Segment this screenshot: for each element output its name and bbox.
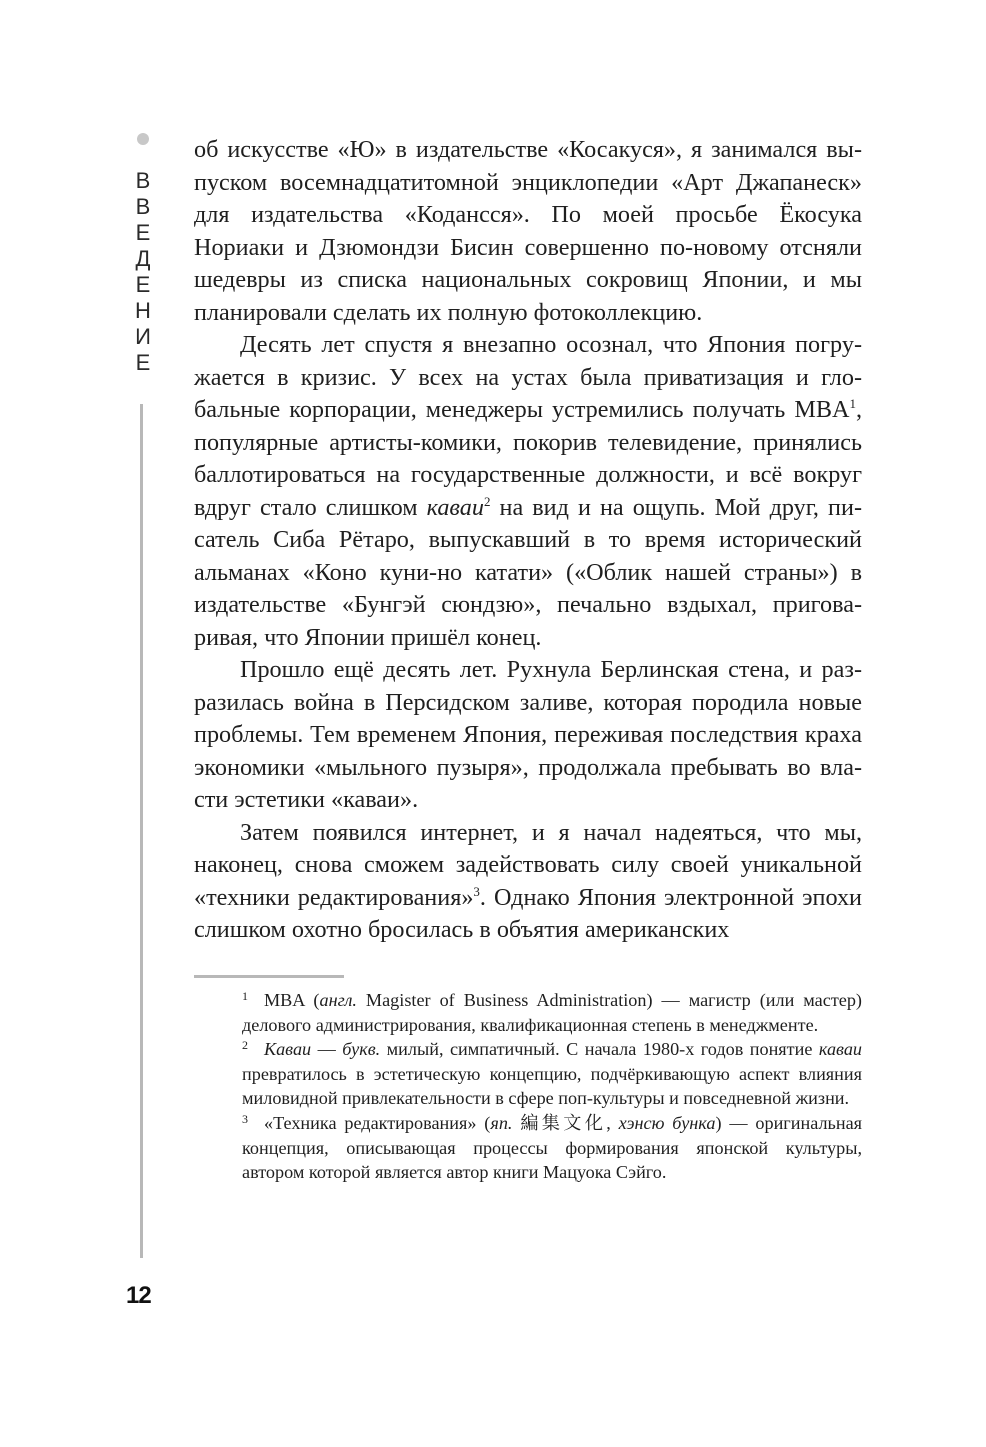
chapter-title-letter: Н (135, 298, 151, 323)
footnote-number: 1 (242, 989, 248, 1003)
paragraph-text: Десять лет спустя я внезапно осознал, что Япония погружается в кризис. У всех на устах была приватизация и глобальные корпорации, менеджеры устремились получать MBA (194, 331, 862, 423)
footnote-text: — (311, 1039, 343, 1060)
footnote-text: MBA ( (264, 990, 320, 1010)
paragraph-text: Затем появился интернет, и я начал надеяться, что мы, наконец, снова сможем задействовать силу своей уникальной «техники редактирования» (194, 818, 862, 911)
chapter-title-letter: И (135, 324, 151, 349)
footnote-text: «Техника редактирования» ( (264, 1112, 491, 1133)
footnote-separator (194, 975, 344, 978)
footnote-italic: англ. (319, 990, 357, 1010)
chapter-title-letter: В (135, 194, 151, 219)
chapter-title-letter: Е (135, 272, 151, 297)
footnote-italic: букв. (342, 1039, 381, 1060)
footnote (242, 988, 862, 1037)
footnote-italic: Каваи (264, 1039, 312, 1060)
paragraph-text: на вид и на ощупь. Мой друг, писатель Сиба Рётаро, выпускавший в то время исторический альманах «Коно куни-но катати» («Облик нашей страны») в издательстве «Бунгэй сюндзю», печально вздыхал, приговаривая, что Японии пришёл конец. (194, 493, 862, 651)
footnote-number: 2 (242, 1038, 248, 1053)
footnote-ref[interactable]: 2 (483, 493, 491, 509)
decorative-dot (137, 133, 149, 145)
footnote (242, 1037, 862, 1111)
page-number: 12 (126, 1282, 151, 1309)
footnote-italic: хэнсю бунка (618, 1112, 716, 1133)
chapter-title-letter: Е (135, 350, 151, 375)
body-text (194, 134, 862, 947)
footnote-italic: каваи (818, 1039, 863, 1060)
chapter-title-letter: Д (135, 246, 151, 271)
footnote-text: ) — оригинальная концепция, описывающая процессы формирования японской культуры, автором которой является автор книги Мацуока Сэйго. (242, 1112, 863, 1183)
footnote-italic: яп. (490, 1112, 513, 1133)
footnotes (242, 988, 862, 1185)
footnote-text: Magister of Business Administration) — магистр (или мастер) делового администрирования, квалификационная степень в менеджменте. (242, 990, 862, 1035)
paragraph-text: Прошло ещё десять лет. Рухнула Берлинская стена, и разразилась война в Персидском заливе, которая породила новые проблемы. Тем временем Япония, переживая последствия краха экономики «мыльного пузыря», продолжала пребывать во власти эстетики «каваи». (194, 656, 862, 813)
chapter-title-letter: В (135, 168, 151, 193)
chapter-title-letter: Е (135, 220, 151, 245)
paragraph-text: об искусстве «Ю» в издательстве «Косакуся», я занимался выпуском восемнадцатитомной энциклопедии «Арт Джапанеск» для издательства «Кодансся». По моей просьбе Ёкосука Нориаки и Дзюмондзи Бисин совершенно по-новому отсняли шедевры из списка национальных сокровищ Японии, и мы планировали сделать их полную фотоколлекцию. (194, 136, 862, 326)
footnote-number: 3 (242, 1111, 248, 1126)
paragraph-text: , популярные артисты-комики, покорив телевидение, принялись баллотироваться на государственные должности, и всё вокруг вдруг стало слишком (194, 396, 862, 521)
side-vertical-rule (140, 404, 143, 1258)
paragraph (194, 329, 862, 654)
chapter-title-vertical (128, 168, 158, 376)
paragraph (194, 817, 862, 947)
footnote-text: превратилось в эстетическую концепцию, подчёркивающую аспект влияния миловидной привлекательности в сфере поп-культуры и повседневной жизни. (242, 1063, 862, 1109)
italic-term: каваи (426, 493, 484, 521)
footnote-text: милый, симпатичный. С начала 1980-х годов понятие (380, 1039, 819, 1060)
paragraph (194, 654, 862, 817)
footnote (242, 1111, 862, 1185)
footnote-ref[interactable]: 3 (473, 883, 480, 899)
footnote-text: 編集文化, (512, 1112, 619, 1133)
paragraph-text: . Однако Япония электронной эпохи слишком охотно бросилась в объятия американских (194, 883, 863, 943)
footnote-ref[interactable]: 1 (849, 395, 856, 411)
paragraph (194, 134, 862, 329)
